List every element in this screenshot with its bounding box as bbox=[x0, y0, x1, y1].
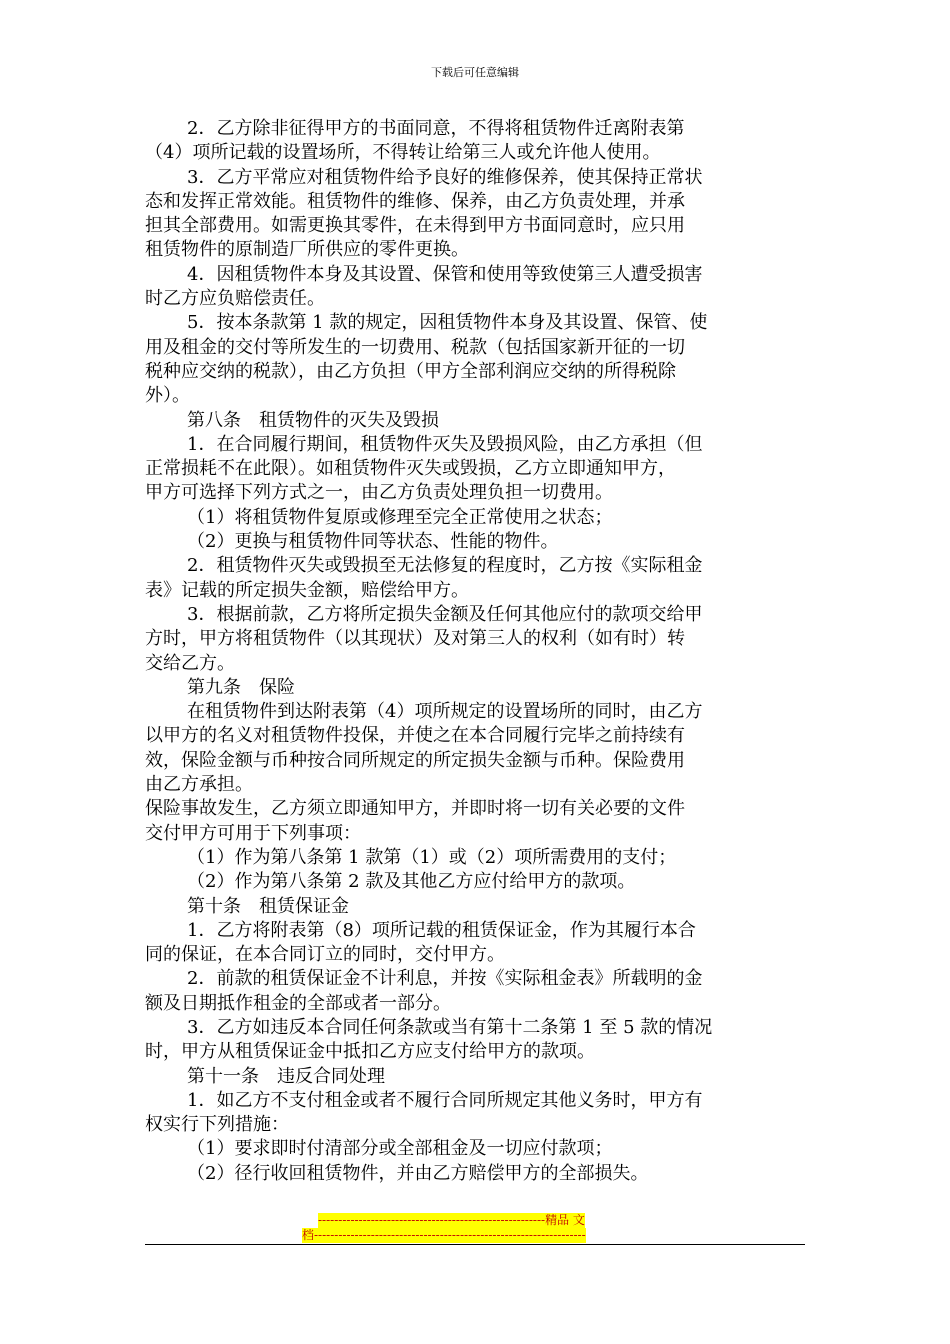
text-line: 表》记载的所定损失金额，赔偿给甲方。 bbox=[145, 579, 469, 601]
page-header: 下载后可任意编辑 bbox=[431, 66, 519, 79]
text-line: 第八条 租赁物件的灭失及毁损 bbox=[187, 409, 439, 431]
text-line: 正常损耗不在此限）。如租赁物件灭失或毁损，乙方立即通知甲方， bbox=[145, 458, 676, 480]
text-line: （2）作为第八条第 2 款及其他乙方应付给甲方的款项。 bbox=[187, 871, 636, 893]
text-line: 交付甲方可用于下列事项： bbox=[145, 822, 361, 844]
text-line: 态和发挥正常效能。租赁物件的维修、保养，由乙方负责处理，并承 bbox=[145, 190, 685, 212]
text-line: （1）要求即时付清部分或全部租金及一切应付款项； bbox=[187, 1138, 613, 1160]
document-body bbox=[145, 117, 805, 1186]
text-line: 以甲方的名义对租赁物件投保，并使之在本合同履行完毕之前持续有 bbox=[145, 725, 685, 747]
footer-line-2: 档------------------------------------------------------------------- bbox=[302, 1228, 586, 1242]
text-line: 3．乙方如违反本合同任何条款或当有第十二条第 1 至 5 款的情况 bbox=[187, 1016, 713, 1038]
text-line: （1）将租赁物件复原或修理至完全正常使用之状态； bbox=[187, 506, 613, 528]
text-line: 时，甲方从租赁保证金中抵扣乙方应支付给甲方的款项。 bbox=[145, 1041, 595, 1063]
text-line: 方时，甲方将租赁物件（以其现状）及对第三人的权利（如有时）转 bbox=[145, 628, 685, 650]
text-line: 甲方可选择下列方式之一，由乙方负责处理负担一切费用。 bbox=[145, 482, 613, 504]
text-line: 5．按本条款第 1 款的规定，因租赁物件本身及其设置、保管、使 bbox=[187, 312, 708, 334]
text-line: 2．前款的租赁保证金不计利息，并按《实际租金表》所载明的金 bbox=[187, 968, 703, 990]
text-line: 效，保险金额与币种按合同所规定的所定损失金额与币种。保险费用 bbox=[145, 749, 685, 771]
text-line: 第十一条 违反合同处理 bbox=[187, 1065, 385, 1087]
text-line: 3．根据前款，乙方将所定损失金额及任何其他应付的款项交给甲 bbox=[187, 603, 703, 625]
text-line: 1．乙方将附表第（8）项所记载的租赁保证金，作为其履行本合 bbox=[187, 919, 696, 941]
text-line: （2）更换与租赁物件同等状态、性能的物件。 bbox=[187, 531, 559, 553]
text-line: 用及租金的交付等所发生的一切费用、税款（包括国家新开征的一切 bbox=[145, 336, 685, 358]
text-line: （4）项所记载的设置场所，不得转让给第三人或允许他人使用。 bbox=[145, 142, 661, 164]
footer-line-1: --------------------------------------------------------精品 文 bbox=[318, 1213, 585, 1227]
text-line: 权实行下列措施： bbox=[145, 1114, 289, 1136]
text-line: 外）。 bbox=[145, 385, 190, 407]
text-line: 2．乙方除非征得甲方的书面同意，不得将租赁物件迁离附表第 bbox=[187, 118, 685, 139]
text-line: 3．乙方平常应对租赁物件给予良好的维修保养，使其保持正常状 bbox=[187, 166, 703, 188]
footer-rule bbox=[145, 1244, 805, 1245]
text-line: 2．租赁物件灭失或毁损至无法修复的程度时，乙方按《实际租金 bbox=[187, 555, 703, 577]
text-line: 第九条 保险 bbox=[187, 676, 295, 698]
text-line: 交给乙方。 bbox=[145, 652, 235, 674]
text-line: 租赁物件的原制造厂所供应的零件更换。 bbox=[145, 239, 469, 261]
text-line: 担其全部费用。如需更换其零件，在未得到甲方书面同意时，应只用 bbox=[145, 215, 685, 237]
text-line: 由乙方承担。 bbox=[145, 774, 253, 796]
text-line: 保险事故发生，乙方须立即通知甲方，并即时将一切有关必要的文件 bbox=[145, 798, 685, 820]
text-line: 第十条 租赁保证金 bbox=[187, 895, 349, 917]
text-line: 在租赁物件到达附表第（4）项所规定的设置场所的同时，由乙方 bbox=[187, 701, 703, 723]
text-line: 1．在合同履行期间，租赁物件灭失及毁损风险，由乙方承担（但 bbox=[187, 433, 703, 455]
text-line: （2）径行收回租赁物件，并由乙方赔偿甲方的全部损失。 bbox=[187, 1162, 649, 1184]
text-line: 同的保证，在本合同订立的同时，交付甲方。 bbox=[145, 944, 505, 966]
text-line: 额及日期抵作租金的全部或者一部分。 bbox=[145, 992, 451, 1014]
text-line: （1）作为第八条第 1 款第（1）或（2）项所需费用的支付； bbox=[187, 846, 677, 868]
text-line: 税种应交纳的税款），由乙方负担（甲方全部利润应交纳的所得税除 bbox=[145, 360, 676, 382]
text-line: 4．因租赁物件本身及其设置、保管和使用等致使第三人遭受损害 bbox=[187, 263, 703, 285]
text-line: 时乙方应负赔偿责任。 bbox=[145, 288, 325, 310]
text-line: 1．如乙方不支付租金或者不履行合同所规定其他义务时，甲方有 bbox=[187, 1089, 703, 1111]
